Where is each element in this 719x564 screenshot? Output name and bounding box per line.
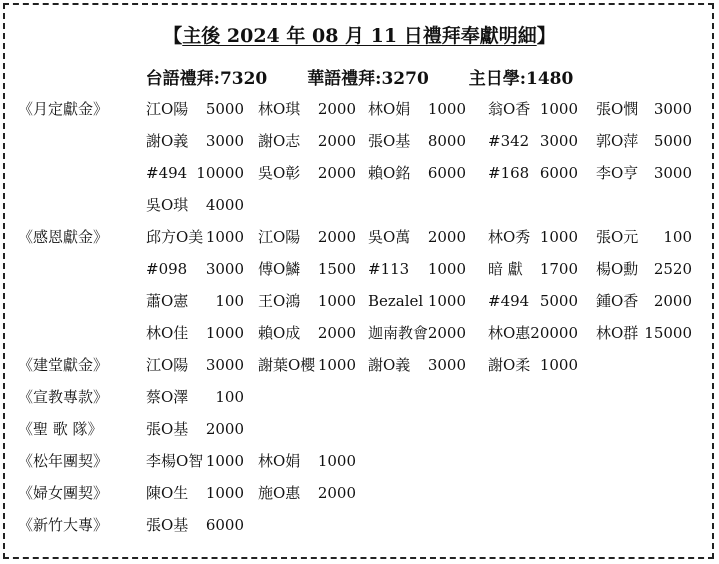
donation-amount: 10000 [196,164,244,182]
donor-name: #168 [488,164,530,182]
donation-amount: 3000 [205,260,244,278]
donor-name: 吳O彰 [258,164,301,182]
donation-amount: 2000 [317,164,356,182]
donation-amount: 3000 [653,164,692,182]
donation-amount: 2520 [653,260,692,278]
donation-amount: 6000 [205,516,244,534]
donor-name: 賴O成 [258,324,301,342]
donation-amount: 1000 [539,228,578,246]
donor-name: 蔡O澤 [146,388,189,406]
donation-amount: 1000 [317,452,356,470]
donation-amount: 2000 [317,324,356,342]
section-title: 《感恩獻金》 [18,228,109,246]
donor-name: 林O惠 [488,324,531,342]
donation-amount: 1000 [205,484,244,502]
donation-amount: 4000 [205,196,244,214]
donation-amount: 2000 [653,292,692,310]
donor-name: 郭O萍 [596,132,639,150]
section-title: 《聖 歌 隊》 [18,420,103,438]
donation-amount: 100 [663,228,692,246]
donation-amount: 1000 [205,452,244,470]
donation-amount: 100 [215,292,244,310]
donor-name: Bezalel [368,292,424,310]
donation-amount: 3000 [539,132,578,150]
donor-name: 迦南教會 [368,324,429,342]
donation-amount: 1000 [427,260,466,278]
section-title: 《宣教專款》 [18,388,109,406]
donor-name: 張O基 [146,420,189,438]
donation-amount: 100 [215,388,244,406]
donor-name: 林O佳 [146,324,189,342]
donor-name: 林O琪 [258,100,301,118]
title-bracket-open: 【 [163,25,183,47]
attendance-taiwanese [146,64,268,89]
donor-name: 吳O萬 [368,228,411,246]
donation-amount: 5000 [205,100,244,118]
donor-name: 林O秀 [488,228,531,246]
donation-amount: 3000 [427,356,466,374]
donation-amount: 2000 [317,132,356,150]
donor-name: #342 [488,132,530,150]
section-title: 《新竹大專》 [18,516,109,534]
donor-name: 邱方O美 [146,228,204,246]
donor-name: 謝O義 [146,132,189,150]
donor-name: 楊O勳 [596,260,639,278]
donor-name: 暗 獻 [488,260,523,278]
donation-amount: 1000 [317,356,356,374]
donation-amount: 6000 [427,164,466,182]
donation-amount: 1000 [539,100,578,118]
donation-amount: 2000 [427,228,466,246]
donor-name: #494 [146,164,188,182]
donor-name: 謝O志 [258,132,301,150]
donor-name: 張O基 [368,132,411,150]
donor-name: 李楊O智 [146,452,204,470]
donation-amount: 2000 [205,420,244,438]
donor-name: 李O亨 [596,164,639,182]
donation-amount: 2000 [427,324,466,342]
donor-name: 林O娟 [368,100,411,118]
donor-name: 江O陽 [146,356,189,374]
attendance-line [0,64,719,89]
donor-name: 謝O義 [368,356,411,374]
section-title: 《建堂獻金》 [18,356,109,374]
title-text: 主後 2024 年 08 月 11 日禮拜奉獻明細 [182,25,537,47]
donor-name: #494 [488,292,530,310]
donation-amount: 2000 [317,228,356,246]
donation-amount: 1000 [317,292,356,310]
donor-name: #098 [146,260,188,278]
donor-name: 王O鴻 [258,292,301,310]
donor-name: 林O群 [596,324,639,342]
page-title [0,21,719,48]
donation-amount: 5000 [539,292,578,310]
donation-amount: 8000 [427,132,466,150]
donor-name: 吳O琪 [146,196,189,214]
donor-name: 江O陽 [146,100,189,118]
donor-name: 施O惠 [258,484,301,502]
donor-name: 鍾O香 [596,292,639,310]
section-title: 《松年團契》 [18,452,109,470]
attendance-label: 台語禮拜: [145,69,220,89]
donation-amount: 3000 [205,356,244,374]
donor-name: 林O娟 [258,452,301,470]
section-title: 《月定獻金》 [18,100,109,118]
donation-amount: 5000 [653,132,692,150]
attendance-value: 3270 [381,69,429,89]
donation-amount: 6000 [539,164,578,182]
title-bracket-close: 】 [536,25,556,47]
donor-name: 江O陽 [258,228,301,246]
donor-name: 謝葉O櫻 [258,356,316,374]
donation-amount: 1700 [539,260,578,278]
donation-amount: 15000 [644,324,692,342]
donor-name: 蕭O憲 [146,292,189,310]
section-title: 《婦女團契》 [18,484,109,502]
donor-name: 翁O香 [488,100,531,118]
donation-amount: 3000 [653,100,692,118]
donor-name: 賴O銘 [368,164,411,182]
attendance-mandarin [307,64,429,89]
donation-amount: 1500 [317,260,356,278]
attendance-value: 1480 [526,69,574,89]
attendance-label: 華語禮拜: [307,69,382,89]
donation-amount: 1000 [427,100,466,118]
donor-name: 陳O生 [146,484,189,502]
donation-amount: 1000 [205,324,244,342]
donor-name: 張O憫 [596,100,639,118]
donor-name: #113 [368,260,410,278]
attendance-value: 7320 [219,69,268,89]
attendance-sunday-school [469,64,574,89]
donation-amount: 20000 [530,324,578,342]
donor-name: 謝O柔 [488,356,531,374]
donation-amount: 1000 [205,228,244,246]
donor-name: 傅O鱗 [258,260,301,278]
donation-amount: 1000 [427,292,466,310]
donation-amount: 1000 [539,356,578,374]
donor-name: 張O基 [146,516,189,534]
attendance-label: 主日學: [468,69,526,89]
donor-name: 張O元 [596,228,639,246]
donation-amount: 3000 [205,132,244,150]
donation-amount: 2000 [317,484,356,502]
donation-amount: 2000 [317,100,356,118]
